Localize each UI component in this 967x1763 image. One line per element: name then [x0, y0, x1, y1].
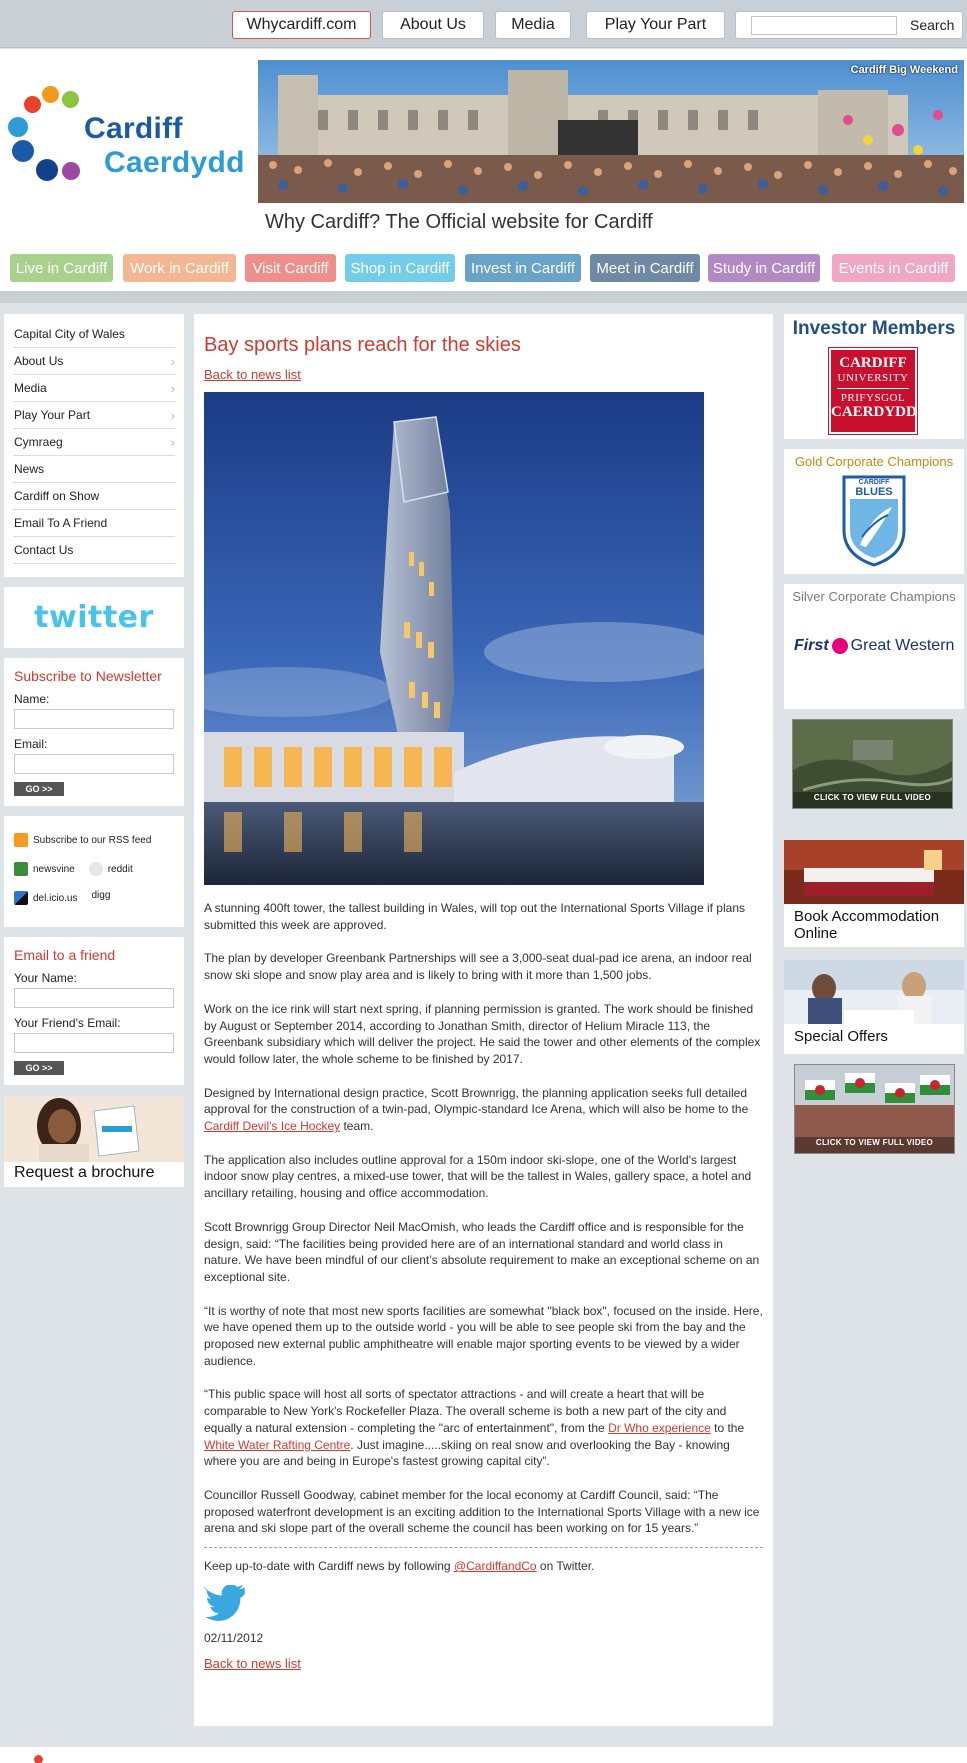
newsletter-name-input[interactable] — [14, 709, 174, 729]
book-accommodation-label: Book Accommodation Online — [794, 908, 940, 942]
video-panel-1 — [784, 719, 964, 819]
cardiffandco-twitter-link[interactable]: @CardiffandCo — [453, 1559, 537, 1574]
rss-link[interactable]: Subscribe to our RSS feed — [14, 830, 174, 850]
newsletter-email-label: Email: — [14, 737, 48, 751]
sidebar-item-contact-us[interactable]: Contact Us — [13, 537, 175, 564]
cardiff-logo[interactable] — [4, 82, 254, 192]
sidebar-item-about-us[interactable]: About Us › — [13, 348, 175, 375]
article-hero-image — [204, 392, 704, 885]
page-footer — [0, 1747, 967, 1763]
main-nav — [10, 254, 960, 282]
site-tagline: Why Cardiff? The Official website for Cardiff — [265, 211, 653, 233]
nav-visit-cardiff[interactable]: Visit Cardiff — [245, 254, 336, 282]
investor-members-title: Investor Members — [792, 318, 956, 339]
sidebar-item-media[interactable]: Media › — [13, 375, 175, 402]
fgw-swirl-icon — [832, 638, 848, 654]
brochure-photo — [4, 1096, 184, 1162]
nav-work-in-cardiff[interactable]: Work in Cardiff — [123, 254, 236, 282]
first-great-western-logo[interactable]: First Great Western — [794, 637, 955, 654]
sidebar-item-cardiff-on-show[interactable]: Cardiff on Show — [13, 483, 175, 510]
friend-email-input[interactable] — [14, 1033, 174, 1053]
dr-who-experience-link[interactable]: Dr Who experience — [608, 1420, 711, 1435]
email-friend-go-button[interactable]: GO >> — [14, 1061, 64, 1075]
article-paragraph-4: Designed by International design practice, Scott Brownrigg, the planning application seeks full detailed approval for the construction of a twin-pad, Olympic-standard Ice Arena, which will also be home to the Cardiff Devil's Ice Hockey team. — [204, 1085, 749, 1134]
newsvine-link[interactable]: newsvine — [14, 862, 75, 876]
video-caption-2: CLICK TO VIEW FULL VIDEO — [815, 1138, 934, 1147]
reddit-icon — [89, 862, 103, 876]
article-paragraph-8: “This public space will host all sorts of spectator attractions - and will create a heart that will be comparable to New York's Rockefeller Plaza. The overall scheme is both a new part of the city and equally a natural extension - completing the "arc of entertainment", from the Dr Who experience to the White Water Rafting Centre. Just imagine.....skiing on real snow and overlooking the Bay - knowing where you are and being in Europe's fastest growing capital city”. — [204, 1387, 745, 1469]
delicious-link[interactable]: del.icio.us — [14, 891, 77, 905]
sidebar-item-capital-city[interactable]: Capital City of Wales — [13, 321, 175, 348]
article-paragraph-6: Scott Brownrigg Group Director Neil MacOmish, who leads the Cardiff office and is responsible for the design, said: “The facilities being provided here are of an international standard and world class in nature. We have been mindful of our client’s absolute requirement to make an exceptional scheme on an exceptional site. — [204, 1219, 760, 1284]
chevron-right-icon: › — [170, 434, 175, 450]
chevron-right-icon: › — [170, 407, 175, 423]
video-thumbnail-aerial[interactable] — [792, 719, 953, 809]
special-offers-label: Special Offers — [794, 1028, 888, 1045]
gold-champions-panel — [784, 449, 964, 574]
cardiff-blues-logo[interactable]: CARDIFF BLUES — [842, 475, 906, 567]
newsletter-title: Subscribe to Newsletter — [14, 668, 162, 684]
article — [194, 314, 773, 1726]
logo-dot-purple — [62, 162, 80, 180]
accommodation-photo — [784, 840, 964, 904]
follow-twitter-text: Keep up-to-date with Cardiff news by following @CardiffandCo on Twitter. — [204, 1559, 595, 1574]
search-button[interactable]: Search — [910, 17, 955, 33]
nav-study-in-cardiff[interactable]: Study in Cardiff — [708, 254, 820, 282]
rss-icon — [14, 833, 28, 847]
sidebar-item-play-your-part[interactable]: Play Your Part › — [13, 402, 175, 429]
sidebar-item-email-friend[interactable]: Email To A Friend — [13, 510, 175, 537]
logo-dot-green — [62, 91, 79, 108]
search-box — [735, 11, 963, 39]
chevron-right-icon: › — [170, 380, 175, 396]
top-bar — [0, 0, 967, 48]
friend-email-label: Your Friend's Email: — [14, 1016, 121, 1030]
newsvine-icon — [14, 862, 28, 876]
newsletter-email-input[interactable] — [14, 754, 174, 774]
twitter-bird-icon[interactable] — [204, 1585, 248, 1623]
logo-text-cardiff: Cardiff — [84, 112, 183, 145]
your-name-label: Your Name: — [14, 971, 77, 985]
video-panel-2 — [784, 1064, 964, 1156]
email-friend-title: Email to a friend — [14, 947, 116, 963]
sidebar-item-news[interactable]: News — [13, 456, 175, 483]
logo-dot-blue — [8, 117, 28, 137]
nav-meet-in-cardiff[interactable]: Meet in Cardiff — [590, 254, 700, 282]
logo-dot-darkblue — [36, 159, 58, 181]
article-date: 02/11/2012 — [204, 1630, 264, 1645]
special-offers-panel[interactable] — [784, 960, 964, 1054]
silver-champions-title: Silver Corporate Champions — [792, 589, 956, 604]
twitter-logo: twitter — [34, 600, 154, 635]
request-brochure[interactable] — [4, 1096, 184, 1187]
search-input[interactable] — [751, 16, 897, 35]
digg-link[interactable]: digg — [91, 889, 111, 901]
devils-ice-hockey-link[interactable]: Cardiff Devil's Ice Hockey — [204, 1119, 341, 1134]
site-header — [0, 49, 967, 294]
article-paragraph-9: Councillor Russell Goodway, cabinet member for the local economy at Cardiff Council, said: “The proposed waterfront development is an exciting addition to the International Sports Village with a new ice arena and ski slope part of the overall scheme the council has been working on for 15 years.” — [204, 1487, 760, 1536]
article-paragraph-3: Work on the ice rink will start next spring, if planning permission is granted. The work should be finished by August or September 2014, according to Jonathan Smith, director of Helium Miracle 113, the Greenbank subsidiary which will deliver the project. He said the tower and other elements of the complex would follow later, the whole scheme to be finished by 2017. — [204, 1001, 761, 1066]
logo-text-caerdydd: Caerdydd — [104, 146, 245, 179]
logo-dot-red — [24, 96, 41, 113]
nav-invest-in-cardiff[interactable]: Invest in Cardiff — [465, 254, 581, 282]
reddit-link[interactable]: reddit — [89, 862, 133, 876]
book-accommodation-panel[interactable] — [784, 840, 964, 947]
sidebar-item-cymraeg[interactable]: Cymraeg › — [13, 429, 175, 456]
logo-dot-navy — [12, 140, 34, 162]
cardiff-university-logo[interactable]: CARDIFF UNIVERSITY PRIFYSGOL CAERDYDD — [829, 348, 917, 434]
newsletter-form — [4, 658, 184, 806]
article-paragraph-1: A stunning 400ft tower, the tallest building in Wales, will top out the International Sports Village if plans submitted this week are approved. — [204, 901, 745, 932]
nav-events-in-cardiff[interactable]: Events in Cardiff — [832, 254, 955, 282]
silver-champions-panel — [784, 584, 964, 709]
footer-logo-dot-icon — [34, 1755, 43, 1763]
header-banner-image — [258, 60, 964, 203]
delicious-icon — [14, 891, 28, 905]
nav-shop-in-cardiff[interactable]: Shop in Cardiff — [345, 254, 455, 282]
nav-live-in-cardiff[interactable]: Live in Cardiff — [10, 254, 113, 282]
social-links — [4, 816, 184, 927]
topnav-play-your-part[interactable]: Play Your Part — [586, 11, 725, 39]
logo-dot-orange — [42, 86, 59, 103]
article-paragraph-2: The plan by developer Greenbank Partnerships will see a 3,000-seat dual-pad ice arena, an indoor real snow ski slope and snow play area and is likely to bring with it more than 1,500 jobs. — [204, 951, 752, 983]
article-paragraph-5: The application also includes outline approval for a 150m indoor ski-slope, one of the World's largest indoor snow play centres, a mixed-use tower, that will be the tallest in Wales, gallery space, a hotel and ancillary retailing, housing and office accommodation. — [204, 1152, 752, 1201]
header-divider — [0, 291, 967, 303]
special-offers-photo — [784, 960, 964, 1024]
sidebar-menu — [4, 314, 184, 577]
back-to-news-link-top[interactable]: Back to news list — [204, 367, 301, 382]
article-title: Bay sports plans reach for the skies — [204, 334, 521, 356]
twitter-banner[interactable] — [4, 587, 184, 648]
banner-caption: Cardiff Big Weekend — [850, 64, 958, 76]
white-water-rafting-link[interactable]: White Water Rafting Centre — [204, 1437, 351, 1452]
article-divider — [204, 1547, 763, 1548]
video-caption-1: CLICK TO VIEW FULL VIDEO — [813, 793, 932, 802]
newsletter-go-button[interactable]: GO >> — [14, 782, 64, 796]
topnav-media[interactable]: Media — [495, 11, 571, 39]
topnav-whycardiff[interactable]: Whycardiff.com — [232, 11, 371, 39]
topnav-about-us[interactable]: About Us — [382, 11, 484, 39]
video-thumbnail-flags[interactable] — [794, 1064, 955, 1154]
back-to-news-link-bottom[interactable]: Back to news list — [204, 1655, 301, 1671]
gold-champions-title: Gold Corporate Champions — [794, 454, 954, 469]
newsletter-name-label: Name: — [14, 692, 50, 706]
email-friend-form — [4, 937, 184, 1085]
investor-members-panel — [784, 314, 964, 439]
brochure-label: Request a brochure — [14, 1164, 155, 1181]
your-name-input[interactable] — [14, 988, 174, 1008]
article-paragraph-7: “It is worthy of note that most new sports facilities are somewhat "black box", focused on the inside. Here, we have opened them up to the outside world - you will be able to see people ski from the bay and the proposed new external public amphitheatre will enable major sporting events to be viewed by a wider audience. — [204, 1303, 763, 1368]
chevron-right-icon: › — [170, 353, 175, 369]
